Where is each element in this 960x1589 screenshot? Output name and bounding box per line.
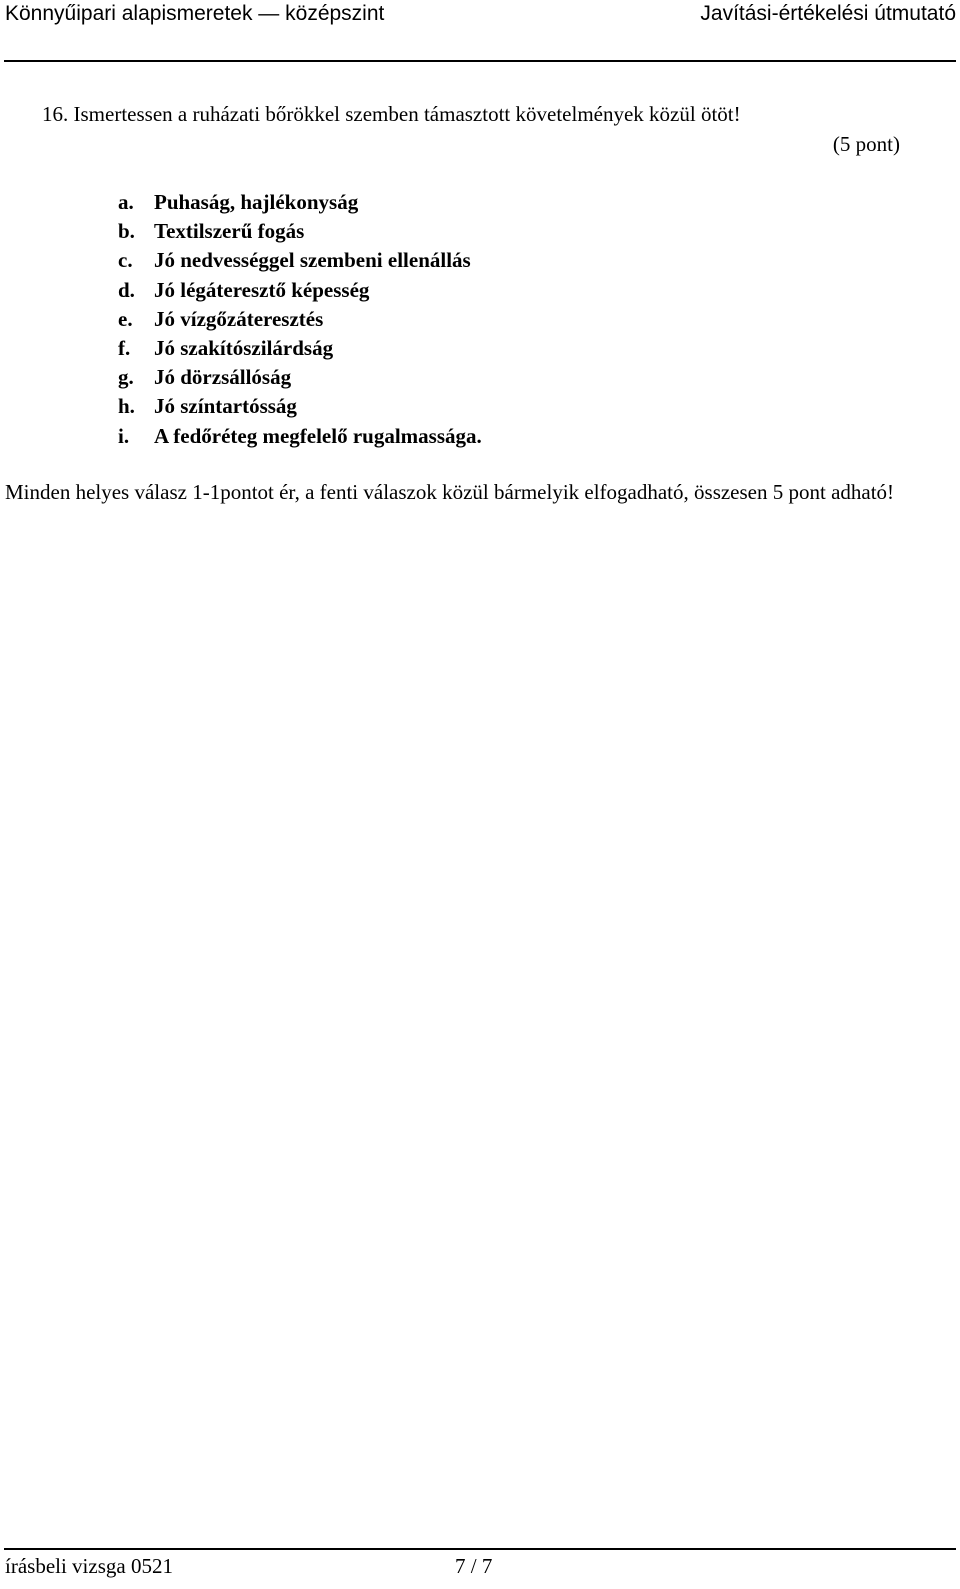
- answer-letter: f.: [118, 336, 131, 361]
- page-number: 7 / 7: [455, 1554, 493, 1578]
- answer-item: [118, 188, 482, 217]
- header-divider: [4, 60, 956, 62]
- answer-item: [118, 305, 482, 334]
- answer-text: Puhaság, hajlékonyság: [154, 190, 359, 214]
- answer-list: [118, 188, 482, 451]
- answer-item: [118, 334, 482, 363]
- answer-text: Jó szakítószilárdság: [154, 336, 334, 361]
- answer-text: Textilszerű fogás: [154, 219, 305, 244]
- answer-letter: h.: [118, 394, 135, 419]
- question-points: (5 pont): [832, 132, 900, 156]
- header-guide-label: Javítási-értékelési útmutató: [700, 2, 956, 25]
- scoring-note: Minden helyes válasz 1-1pontot ér, a fenti válaszok közül bármelyik elfogadható, összesen 5 pont adható!: [5, 480, 895, 504]
- answer-item: [118, 422, 482, 451]
- question-text: 16. Ismertessen a ruházati bőrökkel szemben támasztott követelmények közül ötöt!: [42, 102, 741, 126]
- answer-letter: i.: [118, 423, 130, 448]
- answer-item: [118, 217, 482, 246]
- answer-item: [118, 276, 482, 305]
- answer-item: [118, 392, 482, 421]
- header-title: Könnyűipari alapismeretek — középszint: [5, 2, 385, 25]
- answer-text: Jó dörzsállóság: [154, 365, 292, 390]
- answer-text: A fedőréteg megfelelő rugalmassága.: [154, 423, 482, 448]
- answer-text: Jó vízgőzáteresztés: [154, 306, 324, 331]
- answer-text: Jó színtartósság: [154, 394, 297, 419]
- answer-letter: d.: [118, 277, 135, 302]
- answer-letter: g.: [118, 365, 134, 390]
- answer-text: Jó légáteresztő képesség: [154, 277, 370, 302]
- answer-text: Jó nedvességgel szembeni ellenállás: [154, 248, 471, 273]
- answer-letter: c.: [118, 248, 133, 273]
- answer-item: [118, 246, 482, 275]
- answer-letter: e.: [118, 306, 133, 331]
- answer-letter: a.: [118, 190, 134, 214]
- footer-divider: [4, 1548, 956, 1550]
- answer-letter: b.: [118, 219, 135, 244]
- answer-item: [118, 363, 482, 392]
- footer-exam-label: írásbeli vizsga 0521: [5, 1554, 173, 1578]
